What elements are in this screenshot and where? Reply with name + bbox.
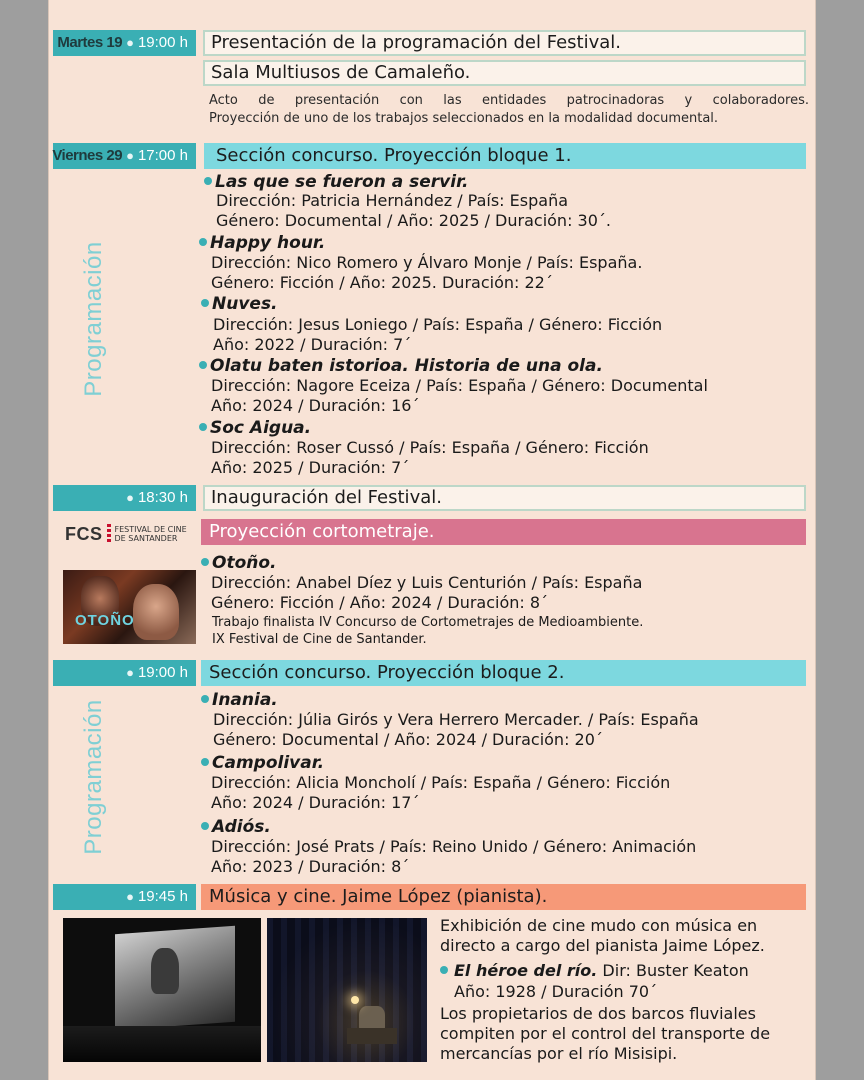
time-tab <box>53 884 196 910</box>
bullet-icon <box>201 822 209 830</box>
film-title: Adiós. <box>201 817 271 837</box>
time-tab <box>53 660 196 686</box>
lamp-icon <box>351 996 359 1004</box>
film-note: IX Festival de Cine de Santander. <box>212 632 427 647</box>
film-details: Año: 2022 / Duración: 7´ <box>213 335 412 354</box>
film-credits: Dirección: Patricia Hernández / País: España <box>216 191 569 210</box>
film-entry <box>440 961 749 981</box>
note-line: Proyección de uno de los trabajos seleccionados en la modalidad documental. <box>209 111 719 126</box>
film-title: Otoño. <box>201 553 277 573</box>
bullet-icon <box>440 966 448 974</box>
film-details: Año: 2023 / Duración: 8´ <box>211 857 410 876</box>
note-line: Acto de presentación con las entidades patrocinadoras y colaboradores. <box>209 93 809 108</box>
film-title: Olatu baten istorioa. Historia de una ola. <box>199 356 603 376</box>
day-label: Viernes 29 <box>52 147 123 164</box>
time-label: 19:45 h <box>137 888 188 905</box>
film-details: Año: 1928 / Duración 70´ <box>454 982 658 1001</box>
film-details: Género: Ficción / Año: 2025. Duración: 22´ <box>211 273 553 292</box>
date-time-tab <box>53 30 196 56</box>
film-details: Género: Documental / Año: 2024 / Duración: 20´ <box>213 730 603 749</box>
event-title-box: Inauguración del Festival. <box>203 485 806 511</box>
event-description: Exhibición de cine mudo con música en <box>440 916 758 935</box>
film-title: Inania. <box>201 690 278 710</box>
program-page <box>48 0 816 1080</box>
film-title: Happy hour. <box>199 233 325 253</box>
bullet-icon <box>199 361 207 369</box>
film-details: Año: 2024 / Duración: 16´ <box>211 396 420 415</box>
logo-text <box>115 525 187 543</box>
film-credits: Dirección: Anabel Díez y Luis Centurión / País: España <box>211 573 643 592</box>
film-synopsis: compiten por el control del transporte de <box>440 1024 771 1043</box>
film-credits: Dirección: Roser Cussó / País: España / Género: Ficción <box>211 438 649 457</box>
film-title: Campolivar. <box>201 753 324 773</box>
side-label: Programación <box>80 699 107 855</box>
poster-face <box>133 584 179 640</box>
film-title: Soc Aigua. <box>199 418 311 438</box>
film-details: Año: 2025 / Duración: 7´ <box>211 458 410 477</box>
film-synopsis: mercancías por el río Misisipi. <box>440 1044 678 1063</box>
bullet-icon <box>201 558 209 566</box>
film-credits: Dirección: Júlia Girós y Vera Herrero Mercader. / País: España <box>213 710 699 729</box>
piano <box>347 1028 397 1044</box>
film-title: Las que se fueron a servir. <box>204 172 469 192</box>
film-director: Dir: Buster Keaton <box>597 961 749 980</box>
day-label: Martes 19 <box>57 34 123 51</box>
logo-text-line: FESTIVAL DE CINE <box>114 525 187 534</box>
time-label: 17:00 h <box>137 147 188 164</box>
venue-box: Sala Multiusos de Camaleño. <box>203 60 806 86</box>
film-credits: Dirección: Alicia Moncholí / País: España / Género: Ficción <box>211 773 671 792</box>
screen-figure <box>151 948 179 994</box>
film-details: Año: 2024 / Duración: 17´ <box>211 793 420 812</box>
section-title-bar: Música y cine. Jaime López (pianista). <box>201 884 806 910</box>
bullet-icon <box>199 423 207 431</box>
event-note <box>209 92 809 128</box>
time-label: 19:00 h <box>137 34 188 51</box>
section-title-bar: Sección concurso. Proyección bloque 1. <box>204 143 806 169</box>
audience-shadow <box>63 1026 261 1062</box>
event-description: directo a cargo del pianista Jaime López. <box>440 936 765 955</box>
film-synopsis: Los propietarios de dos barcos fluviales <box>440 1004 756 1023</box>
logo-mark-icon <box>107 524 111 544</box>
film-note: Trabajo finalista IV Concurso de Cortometrajes de Medioambiente. <box>212 615 644 630</box>
bullet-icon <box>199 238 207 246</box>
side-label: Programación <box>80 241 107 397</box>
time-label: 18:30 h <box>137 489 188 506</box>
section-title-bar: Sección concurso. Proyección bloque 2. <box>201 660 806 686</box>
dot-icon: ● <box>126 665 134 680</box>
film-details: Género: Documental / Año: 2025 / Duración: 30´. <box>216 211 611 230</box>
time-label: 19:00 h <box>137 664 188 681</box>
date-time-tab <box>53 143 196 169</box>
film-poster <box>63 570 196 644</box>
festival-logo <box>65 521 197 547</box>
film-credits: Dirección: José Prats / País: Reino Unido / Género: Animación <box>211 837 697 856</box>
film-credits: Dirección: Nagore Eceiza / País: España / Género: Documental <box>211 376 708 395</box>
logo-text-line: DE SANTANDER <box>114 534 178 543</box>
film-credits: Dirección: Jesus Loniego / País: España / Género: Ficción <box>213 315 663 334</box>
pianist-photo <box>267 918 427 1062</box>
bullet-icon <box>201 695 209 703</box>
bullet-icon <box>201 299 209 307</box>
bullet-icon <box>204 177 212 185</box>
dot-icon: ● <box>126 148 134 163</box>
dot-icon: ● <box>126 35 134 50</box>
film-title: El héroe del río. <box>454 961 598 980</box>
film-details: Género: Ficción / Año: 2024 / Duración: 8´ <box>211 593 549 612</box>
time-tab <box>53 485 196 511</box>
section-title-bar: Proyección cortometraje. <box>201 519 806 545</box>
silent-film-photo <box>63 918 261 1062</box>
dot-icon: ● <box>126 490 134 505</box>
logo-fcs: FCS <box>65 523 103 544</box>
bullet-icon <box>201 758 209 766</box>
film-title: Nuves. <box>201 294 278 314</box>
film-credits: Dirección: Nico Romero y Álvaro Monje / País: España. <box>211 253 643 272</box>
poster-title: OTOÑO <box>75 612 135 629</box>
dot-icon: ● <box>126 889 134 904</box>
event-title-box: Presentación de la programación del Festival. <box>203 30 806 56</box>
